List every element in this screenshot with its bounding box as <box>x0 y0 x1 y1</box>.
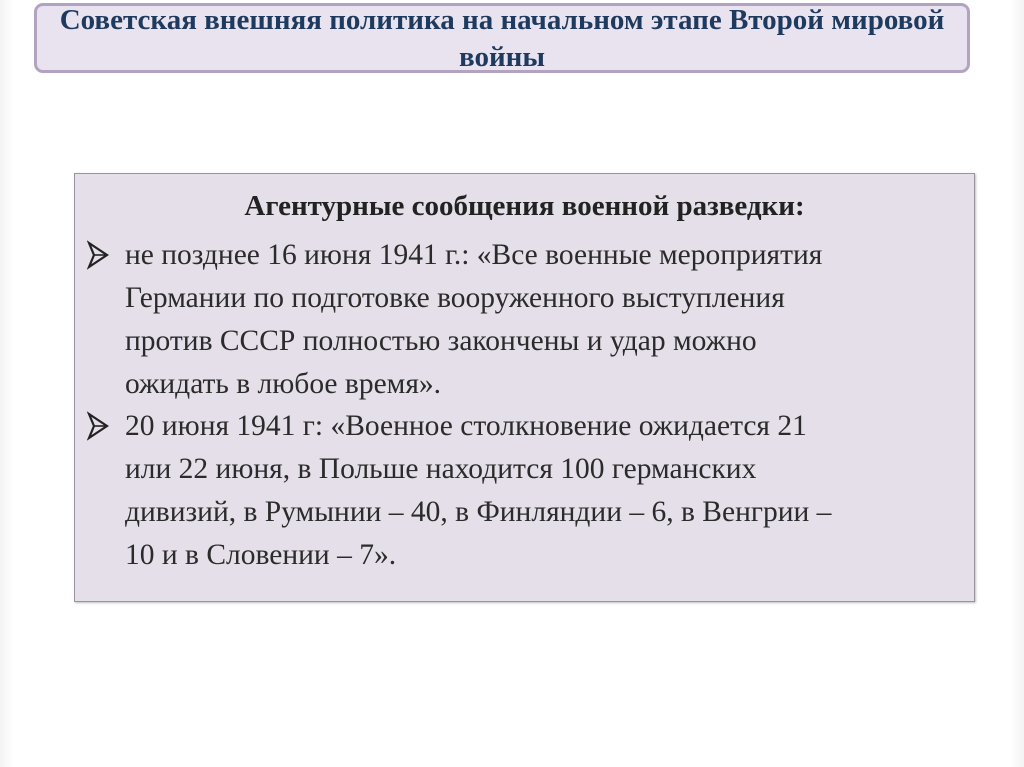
slide-title: Советская внешняя политика на начальном этапе Второй мировой войны <box>59 4 945 73</box>
bullet-text: 20 июня 1941 г: «Военное столкновение ожидается 21 или 22 июня, в Польше находится 100 германских дивизий, в Румынии – 40, в Финляндии – 6, в Венгрии – 10 и в Словении – 7». <box>125 410 832 571</box>
bullet-text: не позднее 16 июня 1941 г.: «Все военные мероприятия Германии по подготовке вооруженного выступления против СССР полностью закончены и удар можно ожидать в любое время». <box>125 239 823 400</box>
arrowhead-bullet-icon <box>87 411 115 441</box>
arrowhead-bullet-icon <box>87 240 115 270</box>
content-heading: Агентурные сообщения военной разведки: <box>244 190 805 222</box>
content-panel <box>74 173 975 602</box>
title-banner <box>34 3 970 73</box>
